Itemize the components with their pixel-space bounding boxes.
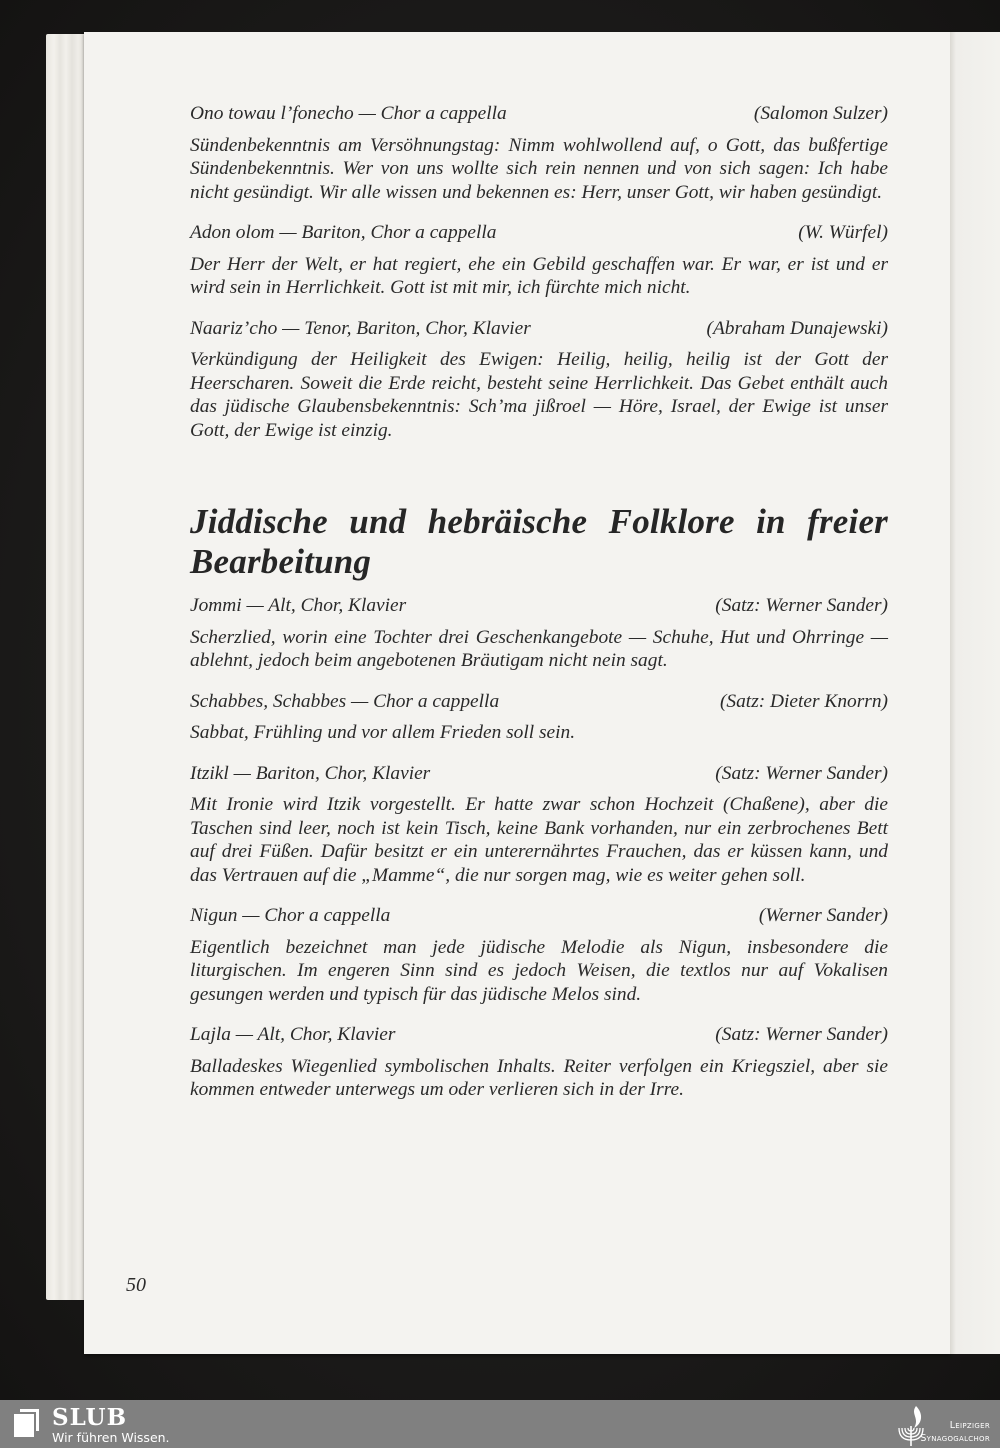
entry-description: Verkündigung der Heiligkeit des Ewigen: Heilig, heilig, heilig ist der Gott der Heerscharen. Soweit die Erde reicht, besteht seine Herrlichkeit. Das Gebet enthält auch das jüdische Glaubensbekenntnis: Sch’ma jißroel — Höre, Israel, der Ewige ist unser Gott, der Ewige ist einzig. [190,349,888,441]
entry-header [190,317,888,341]
entry-header [190,762,888,786]
entry-description: Eigentlich bezeichnet man jede jüdische Melodie als Nigun, insbesondere die liturgischen. Im engeren Sinn sind es jedoch Weisen, die textlos nur auf Vokalisen gesungen werden und typisch für das jüdische Melos sind. [190,936,888,1005]
entry [190,690,888,745]
book-pages-icon[interactable] [14,1409,40,1437]
entry-description: Scherzlied, worin eine Tochter drei Geschenkangebote — Schuhe, Hut und Ohrringe — ablehnt, jedoch beim angebotenen Bräutigam nicht nein sagt. [190,626,888,671]
partner-line-1: Leipziger [949,1420,990,1431]
library-name[interactable]: SLUB [52,1404,128,1431]
entry-title: Schabbes, Schabbes — Chor a cappella [190,690,500,712]
facing-page-edge [950,32,1000,1354]
entry [190,102,888,204]
entry-description: Sündenbekenntnis am Versöhnungstag: Nimm wohlwollend auf, o Gott, das bußfertige Sündenbekenntnis. Wer von uns wollte sich rein nennen und von sich sagen: Ich habe nicht gesündigt. Wir alle wissen und bekennen es: Herr, unser Gott, wir haben gesündigt. [190,134,888,203]
entry-header [190,904,888,928]
entry-composer: (Salomon Sulzer) [753,103,888,124]
entry [190,904,888,1006]
library-tagline: Wir führen Wissen. [52,1430,170,1445]
entry-composer: (Satz: Werner Sander) [715,595,888,616]
entry-composer: (Satz: Werner Sander) [715,762,888,784]
entry-description: Balladeskes Wiegenlied symbolischen Inhalts. Reiter verfolgen ein Kriegsziel, aber sie kommen entweder unterwegs um oder verlieren sich in der Irre. [190,1055,888,1100]
entry-header [190,102,888,126]
entry [190,594,888,673]
page-number: 50 [126,1274,146,1296]
entry-header [190,690,888,714]
entry-title: Ono towau l’fonecho — Chor a cappella [190,103,507,124]
entry-description: Mit Ironie wird Itzik vorgestellt. Er hatte zwar schon Hochzeit (Chaßene), aber die Taschen sind leer, noch ist kein Tisch, keine Bank vorhanden, nur ein zerbrochenes Bett auf drei Füßen. Dafür besitzt er ein unterernährtes Frauchen, das er küssen kann, und das Vertrauen auf die „Mamme“, die nur sorgen mag, wie es weiter gehen soll. [190,794,888,886]
entry-header [190,221,888,245]
entry-title: Naariz’cho — Tenor, Bariton, Chor, Klavier [190,317,531,339]
entry [190,762,888,888]
partner-line-2: Synagogalchor [920,1433,990,1444]
entry [190,1023,888,1102]
entry [190,317,888,443]
partner-name [920,1419,990,1445]
entry-header [190,1023,888,1047]
entry-title: Itzikl — Bariton, Chor, Klavier [190,762,431,784]
viewer-footer [0,1400,1000,1448]
entry-title: Lajla — Alt, Chor, Klavier [190,1024,396,1045]
entry-description: Sabbat, Frühling und vor allem Frieden soll sein. [190,722,576,743]
page-stack-edge [46,34,86,1300]
page-content [190,102,888,1119]
entry-composer: (Werner Sander) [758,905,888,926]
entry-header [190,594,888,618]
section-heading: Jiddische und hebräische Folklore in freier Bearbeitung [190,502,888,581]
entry-composer: (Satz: Werner Sander) [715,1024,888,1045]
entry-composer: (Abraham Dunajewski) [706,317,888,339]
entry-title: Nigun — Chor a cappella [190,905,391,926]
entry-description: Der Herr der Welt, er hat regiert, ehe ein Gebild geschaffen war. Er war, er ist und er wird sein in Herrlichkeit. Gott ist mit mir, ich fürchte mich nicht. [190,253,888,298]
entry-title: Jommi — Alt, Chor, Klavier [190,595,407,616]
entry-title: Adon olom — Bariton, Chor a cappella [190,222,497,243]
entry-composer: (Satz: Dieter Knorrn) [719,690,888,712]
entry [190,221,888,300]
entry-composer: (W. Würfel) [798,222,888,243]
